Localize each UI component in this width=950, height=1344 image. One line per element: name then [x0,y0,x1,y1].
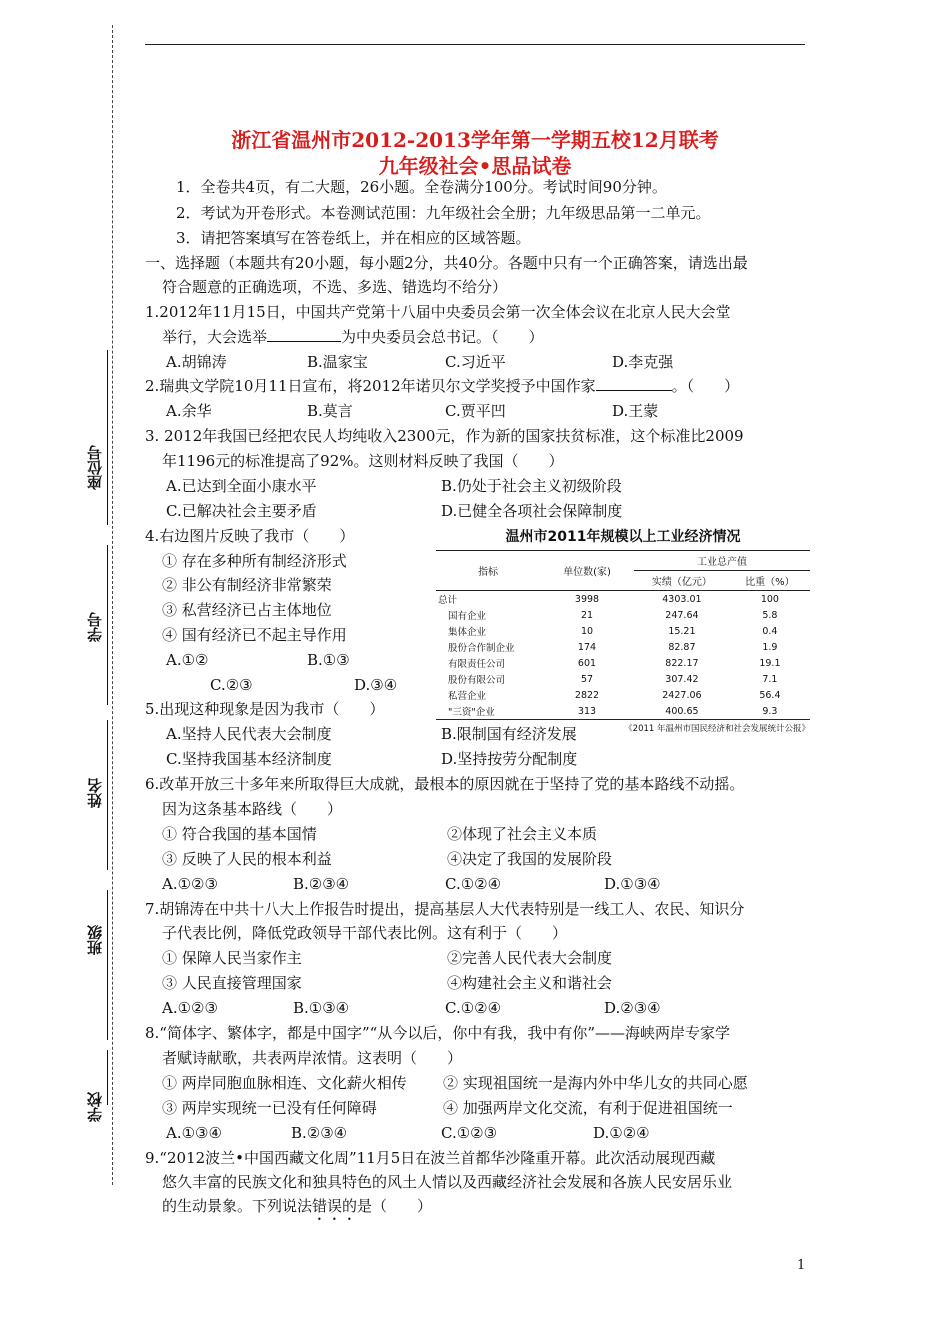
th-share: 比重（%） [730,571,810,591]
row-indicator: 股份合作制企业 [448,643,515,654]
q7-option-a: A.①②③ [162,999,218,1017]
row-share: 56.4 [759,689,781,701]
q2-text-b: 。（ ） [671,377,740,395]
q8-option-c: C.①②③ [441,1124,498,1142]
row-units: 3998 [574,593,600,605]
q6-option-b: B.②③④ [293,875,350,893]
q2-line1 [145,376,739,396]
row-value: 400.65 [634,703,730,720]
seat-blank-line [107,350,108,525]
q4-option-c: C.②③ [210,676,253,694]
table-row [436,655,810,671]
row-units: 174 [577,641,597,653]
note-2: 2．考试为开卷形式。本卷测试范围：九年级社会全册；九年级思品第一二单元。 [176,204,711,222]
q6-item-3: ③ 反映了人民的根本利益 [162,850,332,868]
q9-text-a: 的生动景象。下列说法 [162,1197,313,1215]
school-label: 学校 [86,1092,104,1122]
row-indicator: 总计 [438,595,458,606]
q4-item-3: ③ 私营经济已占主体地位 [162,601,332,619]
section1-line2: 符合题意的正确选项，不选、多选、错选均不给分） [162,278,508,296]
q4-item-4: ④ 国有经济已不起主导作用 [162,626,347,644]
q8-line1: 8.“简体字、繁体字，都是中国字”“从今以后，你中有我，我中有你”——海峡两岸专家学 [145,1024,730,1042]
name-label: 姓名 [86,778,104,808]
q1-option-b: B.温家宝 [307,353,368,371]
table-row [436,623,810,639]
table-row [436,639,810,655]
class-blank-line [107,890,108,1040]
q8-item-2: ② 实现祖国统一是海内外中华儿女的共同心愿 [443,1074,748,1092]
th-indicator: 指标 [436,551,540,591]
table-title: 温州市2011年规模以上工业经济情况 [505,529,741,545]
section1-line1: 一、选择题（本题共有20小题，每小题2分，共40分。各题中只有一个正确答案，请选出最 [145,254,748,272]
q1-line2 [162,327,544,347]
q5-line1: 5.出现这种现象是因为我市（ ） [145,700,385,718]
row-share: 9.3 [730,703,810,720]
q7-option-b: B.①③④ [293,999,350,1017]
row-indicator: 集体企业 [448,627,487,638]
q3-option-a: A.已达到全面小康水平 [166,477,317,495]
q7-item-1: ① 保障人民当家作主 [162,949,302,967]
q1-text-a: 举行，大会选举 [162,328,268,346]
school-blank-line [107,1050,108,1105]
q1-option-a: A.胡锦涛 [166,353,227,371]
q8-line2: 者赋诗献歌，共表两岸浓情。这表明（ ） [162,1049,463,1067]
top-rule [145,44,805,45]
q3-line2: 年1196元的标准提高了92%。这则材料反映了我国（ ） [162,452,564,470]
row-units: 2822 [574,689,600,701]
row-indicator: 私营企业 [448,691,487,702]
th-value: 实绩（亿元） [634,571,730,591]
q3-option-c: C.已解决社会主要矛盾 [166,502,317,520]
q9-line1: 9.“2012波兰•中国西藏文化周”11月5日在波兰首都华沙隆重开幕。此次活动展现西藏 [145,1149,716,1167]
q7-item-4: ④构建社会主义和谐社会 [447,974,613,992]
q4-item-1: ① 存在多种所有制经济形式 [162,552,347,570]
q6-item-1: ① 符合我国的基本国情 [162,825,317,843]
q3-option-d: D.已健全各项社会保障制度 [441,502,623,520]
table-row [436,703,810,720]
q9-emphasis: 错误的 [312,1197,358,1215]
row-units: 57 [580,673,594,685]
q6-item-2: ②体现了社会主义本质 [447,825,598,843]
q7-line2: 子代表比例，降低党政领导干部代表比例。这有利于（ ） [162,924,568,942]
q5-option-a: A.坚持人民代表大会制度 [166,725,332,743]
q1-text-b: 为中央委员会总书记。（ ） [341,328,544,346]
row-share: 19.1 [759,657,781,669]
q4-item-2: ② 非公有制经济非常繁荣 [162,576,332,594]
industry-table [436,550,810,720]
row-share: 7.1 [762,673,778,685]
table-row [436,591,810,608]
q1-option-d: D.李克强 [612,353,674,371]
name-blank-line [107,720,108,870]
th-output: 工业总产值 [634,551,810,571]
row-value: 4303.01 [662,593,702,605]
q8-item-3: ③ 两岸实现统一已没有任何障碍 [162,1099,377,1117]
q6-line2: 因为这条基本路线（ ） [162,800,343,818]
row-value: 2427.06 [662,689,702,701]
q9-text-c: 是（ ） [357,1197,433,1215]
q2-option-d: D.王蒙 [612,402,659,420]
q2-option-c: C.贾平凹 [445,402,506,420]
q8-item-4: ④ 加强两岸文化交流，有利于促进祖国统一 [443,1099,733,1117]
q5-option-c: C.坚持我国基本经济制度 [166,750,332,768]
row-share: 5.8 [762,609,778,621]
q7-option-c: C.①②④ [445,999,502,1017]
q8-option-b: B.②③④ [291,1124,348,1142]
seat-label: 座位号 [86,445,104,490]
table-row [436,687,810,703]
student-no-label: 学号 [86,612,104,642]
row-units: 10 [580,625,594,637]
q5-option-d: D.坚持按劳分配制度 [441,750,578,768]
row-units: 21 [580,609,594,621]
exam-subtitle: 九年级社会•思品试卷 [378,154,572,178]
industry-table-figure [436,526,810,734]
q7-option-d: D.②③④ [604,999,661,1017]
row-indicator: "三资"企业 [436,703,540,720]
exam-title: 浙江省温州市2012-2013学年第一学期五校12月联考 [231,128,719,152]
q2-answer-blank [596,376,672,391]
q8-option-a: A.①③④ [166,1124,222,1142]
q1-line1: 1.2012年11月15日，中国共产党第十八届中央委员会第一次全体会议在北京人民大会堂 [145,303,731,321]
note-3: 3．请把答案填写在答卷纸上，并在相应的区域答题。 [176,229,531,247]
row-indicator: 股份有限公司 [448,675,506,686]
q4-option-d: D.③④ [354,676,398,694]
row-share: 100 [760,593,779,605]
q2-text-a: 2.瑞典文学院10月11日宣布，将2012年诺贝尔文学奖授予中国作家 [145,377,596,395]
class-label: 班级 [86,925,104,955]
table-row [436,671,810,687]
row-value: 822.17 [665,657,699,669]
q2-option-b: B.莫言 [307,402,353,420]
row-units: 601 [577,657,597,669]
q5-option-b: B.限制国有经济发展 [441,725,577,743]
table-source: 《2011 年温州市国民经济和社会发展统计公报》 [624,724,810,734]
q6-option-a: A.①②③ [162,875,218,893]
row-share: 0.4 [762,625,778,637]
row-value: 82.87 [668,641,696,653]
q9-line3 [162,1196,432,1224]
student-no-blank-line [107,545,108,705]
q3-line1: 3. 2012年我国已经把农民人均纯收入2300元，作为新的国家扶贫标准，这个标准比2009 [145,427,744,445]
q4-option-b: B.①③ [307,651,350,669]
q7-item-3: ③ 人民直接管理国家 [162,974,302,992]
row-indicator: 国有企业 [448,611,487,622]
q8-item-1: ① 两岸同胞血脉相连、文化薪火相传 [162,1074,407,1092]
q8-option-d: D.①②④ [593,1124,650,1142]
q4-line1: 4.右边图片反映了我市（ ） [145,527,355,545]
th-units: 单位数(家) [540,551,634,591]
q1-option-c: C.习近平 [445,353,506,371]
page-number: 1 [797,1258,806,1273]
q9-line2: 悠久丰富的民族文化和独具特色的风土人情以及西藏经济社会发展和各族人民安居乐业 [162,1173,733,1191]
q7-line1: 7.胡锦涛在中共十八大上作报告时提出，提高基层人大代表特别是一线工人、农民、知识分 [145,900,745,918]
row-units: 313 [540,703,634,720]
q4-option-a: A.①② [166,651,209,669]
note-1: 1．全卷共4页，有二大题，26小题。全卷满分100分。考试时间90分钟。 [176,178,667,196]
q6-option-d: D.①③④ [604,875,661,893]
q6-item-4: ④决定了我国的发展阶段 [447,850,613,868]
binding-dashed-line [112,25,113,1185]
row-indicator: 有限责任公司 [448,659,506,670]
q6-option-c: C.①②④ [445,875,502,893]
q2-option-a: A.余华 [166,402,212,420]
q6-line1: 6.改革开放三十多年来所取得巨大成就，最根本的原因就在于坚持了党的基本路线不动摇。 [145,775,745,793]
q1-answer-blank [267,327,341,342]
row-value: 307.42 [665,673,699,685]
row-share: 1.9 [762,641,778,653]
table-row [436,607,810,623]
row-value: 15.21 [668,625,696,637]
row-value: 247.64 [665,609,699,621]
q7-item-2: ②完善人民代表大会制度 [447,949,613,967]
q3-option-b: B.仍处于社会主义初级阶段 [441,477,622,495]
